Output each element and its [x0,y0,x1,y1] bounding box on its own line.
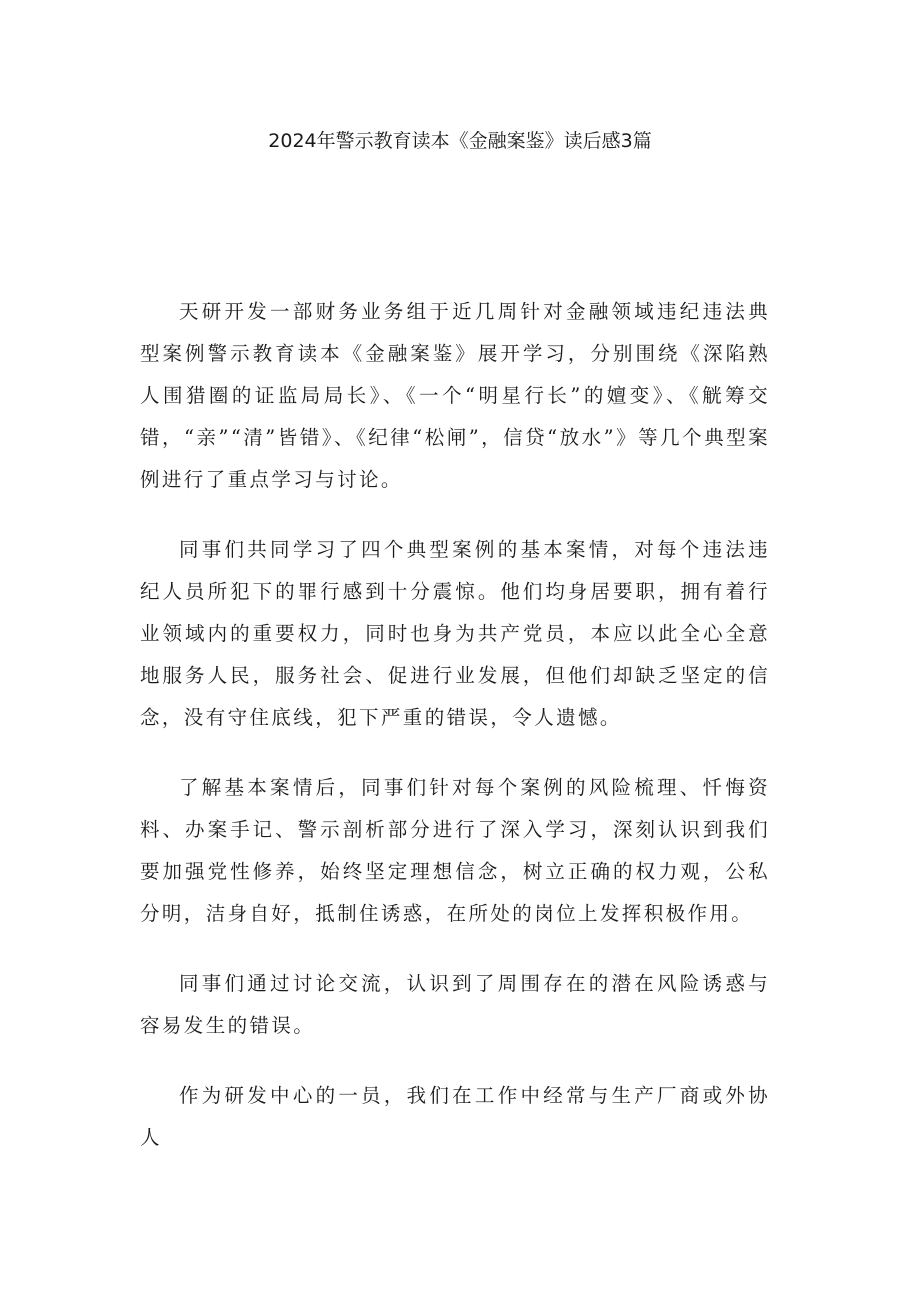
document-title: 2024年警示教育读本《金融案鉴》读后感3篇 [268,130,652,152]
paragraph-5: 作为研发中心的一员，我们在工作中经常与生产厂商或外协人 [140,1084,770,1149]
paragraph-3: 了解基本案情后，同事们针对每个案例的风险梳理、忏悔资料、办案手记、警示剖析部分进行了深入学习，深刻认识到我们要加强党性修养，始终坚定理想信念，树立正确的权力观，公私分明，洁身自好，抵制住诱惑，在所处的岗位上发挥积极作用。 [140,776,770,925]
paragraph-1: 天研开发一部财务业务组于近几周针对金融领域违纪违法典型案例警示教育读本《金融案鉴》展开学习，分别围绕《深陷熟人围猎圈的证监局局长》、《一个“明星行长”的嬗变》、《觥筹交错，“亲”“清”皆错》、《纪律“松闸”，信贷“放水”》等几个典型案例进行了重点学习与讨论。 [140,300,770,491]
paragraph-2: 同事们共同学习了四个典型案例的基本案情，对每个违法违纪人员所犯下的罪行感到十分震惊。他们均身居要职，拥有着行业领域内的重要权力，同时也身为共产党员，本应以此全心全意地服务人民，服务社会、促进行业发展，但他们却缺乏坚定的信念，没有守住底线，犯下严重的错误，令人遗憾。 [140,538,770,729]
paragraph-4: 同事们通过讨论交流，认识到了周围存在的潜在风险诱惑与容易发生的错误。 [140,972,770,1037]
document-body [140,291,770,1187]
